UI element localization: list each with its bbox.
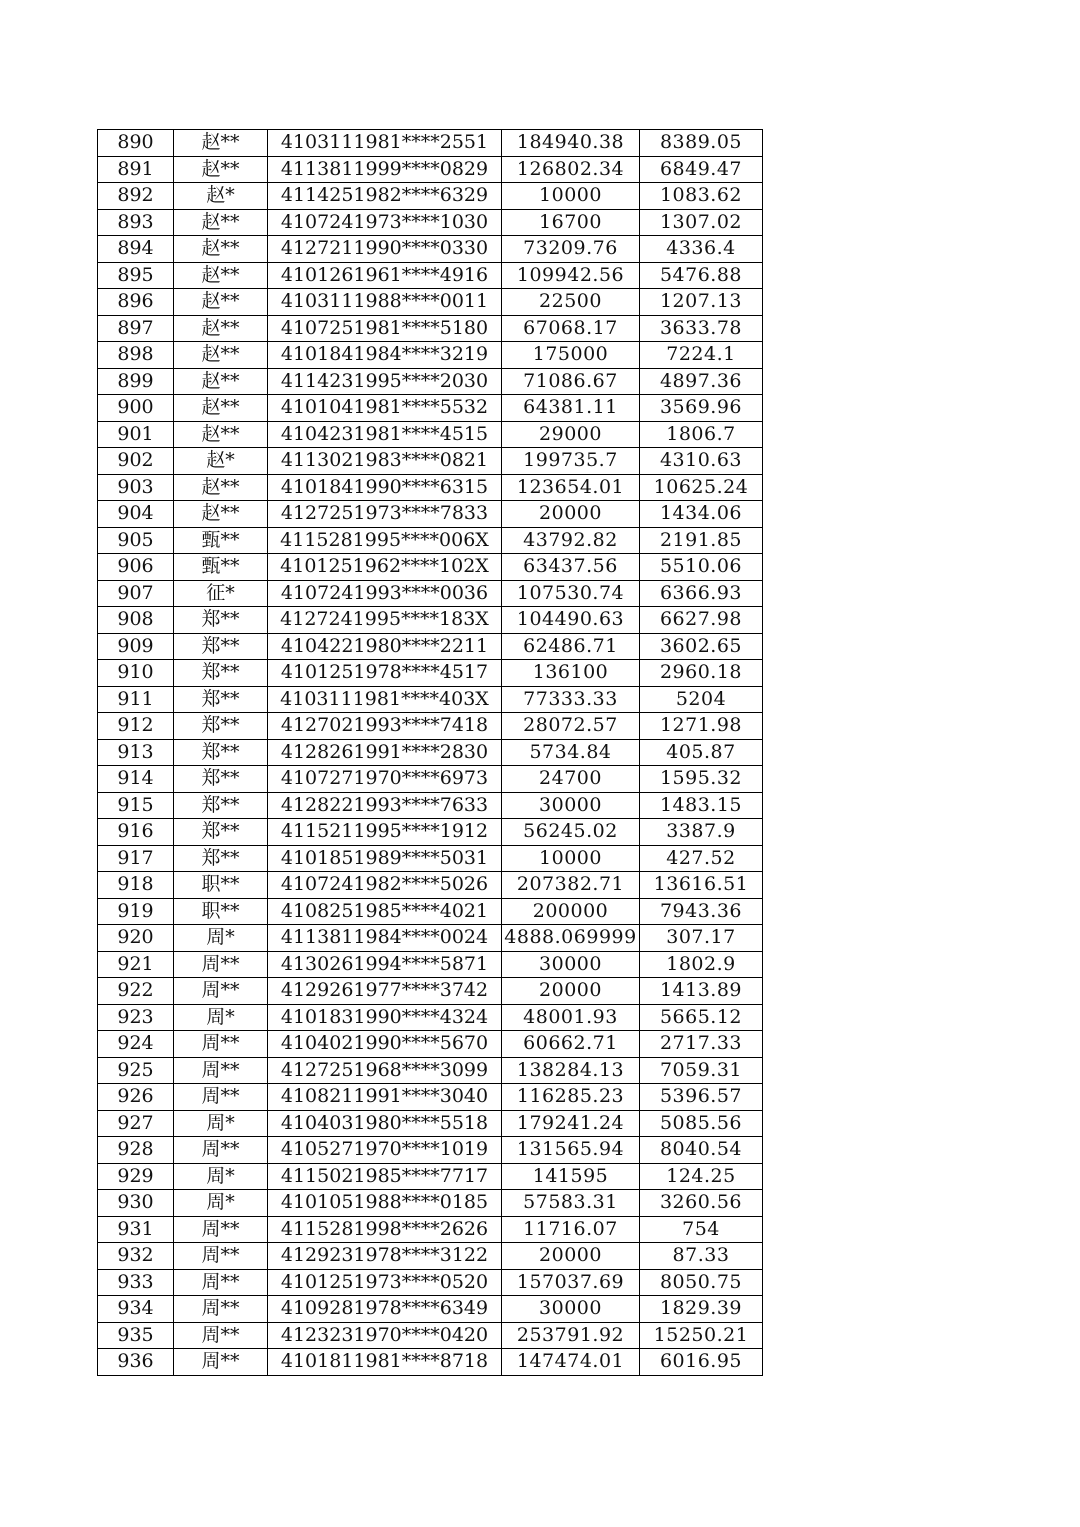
value-cell: 6849.47 <box>640 156 763 183</box>
amount-cell: 48001.93 <box>502 1004 640 1031</box>
id-number-cell: 4127021993****7418 <box>268 713 502 740</box>
amount-cell: 62486.71 <box>502 633 640 660</box>
value-cell: 5510.06 <box>640 554 763 581</box>
row-number-cell: 914 <box>98 766 174 793</box>
table-row <box>98 951 763 978</box>
row-number-cell: 936 <box>98 1349 174 1376</box>
name-cell: 征* <box>174 580 268 607</box>
amount-cell: 138284.13 <box>502 1057 640 1084</box>
id-number-cell: 4115281995****006X <box>268 527 502 554</box>
id-number-cell: 4128221993****7633 <box>268 792 502 819</box>
id-number-cell: 4101841984****3219 <box>268 342 502 369</box>
name-cell: 赵** <box>174 209 268 236</box>
amount-cell: 30000 <box>502 951 640 978</box>
name-cell: 郑** <box>174 633 268 660</box>
row-number-cell: 929 <box>98 1163 174 1190</box>
id-number-cell: 4107241973****1030 <box>268 209 502 236</box>
amount-cell: 73209.76 <box>502 236 640 263</box>
row-number-cell: 915 <box>98 792 174 819</box>
row-number-cell: 897 <box>98 315 174 342</box>
id-number-cell: 4101251973****0520 <box>268 1269 502 1296</box>
row-number-cell: 910 <box>98 660 174 687</box>
name-cell: 郑** <box>174 686 268 713</box>
table-row <box>98 607 763 634</box>
table-row <box>98 1349 763 1376</box>
value-cell: 1802.9 <box>640 951 763 978</box>
value-cell: 1829.39 <box>640 1296 763 1323</box>
name-cell: 郑** <box>174 713 268 740</box>
name-cell: 周** <box>174 1031 268 1058</box>
row-number-cell: 906 <box>98 554 174 581</box>
name-cell: 职** <box>174 872 268 899</box>
table-row <box>98 209 763 236</box>
amount-cell: 157037.69 <box>502 1269 640 1296</box>
id-number-cell: 4103111988****0011 <box>268 289 502 316</box>
row-number-cell: 901 <box>98 421 174 448</box>
amount-cell: 253791.92 <box>502 1322 640 1349</box>
value-cell: 1207.13 <box>640 289 763 316</box>
value-cell: 15250.21 <box>640 1322 763 1349</box>
row-number-cell: 909 <box>98 633 174 660</box>
row-number-cell: 924 <box>98 1031 174 1058</box>
id-number-cell: 4107271970****6973 <box>268 766 502 793</box>
value-cell: 7059.31 <box>640 1057 763 1084</box>
name-cell: 赵** <box>174 289 268 316</box>
id-number-cell: 4107241982****5026 <box>268 872 502 899</box>
row-number-cell: 899 <box>98 368 174 395</box>
name-cell: 周** <box>174 951 268 978</box>
id-number-cell: 4113811999****0829 <box>268 156 502 183</box>
row-number-cell: 917 <box>98 845 174 872</box>
id-number-cell: 4101811981****8718 <box>268 1349 502 1376</box>
row-number-cell: 908 <box>98 607 174 634</box>
name-cell: 赵** <box>174 156 268 183</box>
name-cell: 周** <box>174 1296 268 1323</box>
name-cell: 郑** <box>174 819 268 846</box>
value-cell: 124.25 <box>640 1163 763 1190</box>
value-cell: 3633.78 <box>640 315 763 342</box>
amount-cell: 16700 <box>502 209 640 236</box>
value-cell: 4310.63 <box>640 448 763 475</box>
row-number-cell: 934 <box>98 1296 174 1323</box>
row-number-cell: 921 <box>98 951 174 978</box>
table-row <box>98 819 763 846</box>
table-row <box>98 1216 763 1243</box>
value-cell: 8050.75 <box>640 1269 763 1296</box>
value-cell: 1483.15 <box>640 792 763 819</box>
value-cell: 3569.96 <box>640 395 763 422</box>
id-number-cell: 4103111981****2551 <box>268 130 502 157</box>
row-number-cell: 891 <box>98 156 174 183</box>
name-cell: 赵** <box>174 342 268 369</box>
table-row <box>98 421 763 448</box>
value-cell: 405.87 <box>640 739 763 766</box>
id-number-cell: 4108211991****3040 <box>268 1084 502 1111</box>
table-row <box>98 580 763 607</box>
table-row <box>98 130 763 157</box>
name-cell: 周** <box>174 1349 268 1376</box>
amount-cell: 109942.56 <box>502 262 640 289</box>
id-number-cell: 4115211995****1912 <box>268 819 502 846</box>
amount-cell: 30000 <box>502 792 640 819</box>
table-row <box>98 554 763 581</box>
value-cell: 1806.7 <box>640 421 763 448</box>
value-cell: 2191.85 <box>640 527 763 554</box>
table-row <box>98 395 763 422</box>
name-cell: 赵* <box>174 448 268 475</box>
amount-cell: 20000 <box>502 978 640 1005</box>
id-number-cell: 4127251968****3099 <box>268 1057 502 1084</box>
id-number-cell: 4129261977****3742 <box>268 978 502 1005</box>
name-cell: 周** <box>174 1269 268 1296</box>
id-number-cell: 4104231981****4515 <box>268 421 502 448</box>
id-number-cell: 4127251973****7833 <box>268 501 502 528</box>
value-cell: 1271.98 <box>640 713 763 740</box>
id-number-cell: 4101841990****6315 <box>268 474 502 501</box>
amount-cell: 199735.7 <box>502 448 640 475</box>
amount-cell: 147474.01 <box>502 1349 640 1376</box>
id-number-cell: 4123231970****0420 <box>268 1322 502 1349</box>
table-row <box>98 1031 763 1058</box>
row-number-cell: 893 <box>98 209 174 236</box>
value-cell: 8389.05 <box>640 130 763 157</box>
amount-cell: 28072.57 <box>502 713 640 740</box>
amount-cell: 207382.71 <box>502 872 640 899</box>
amount-cell: 131565.94 <box>502 1137 640 1164</box>
name-cell: 周* <box>174 1190 268 1217</box>
table-row <box>98 1057 763 1084</box>
id-number-cell: 4107251981****5180 <box>268 315 502 342</box>
id-number-cell: 4101261961****4916 <box>268 262 502 289</box>
value-cell: 6627.98 <box>640 607 763 634</box>
table-row <box>98 368 763 395</box>
id-number-cell: 4115281998****2626 <box>268 1216 502 1243</box>
amount-cell: 20000 <box>502 1243 640 1270</box>
value-cell: 6016.95 <box>640 1349 763 1376</box>
table-row <box>98 289 763 316</box>
name-cell: 郑** <box>174 660 268 687</box>
table-row <box>98 898 763 925</box>
table-row <box>98 474 763 501</box>
name-cell: 赵** <box>174 315 268 342</box>
name-cell: 周** <box>174 978 268 1005</box>
value-cell: 5665.12 <box>640 1004 763 1031</box>
amount-cell: 200000 <box>502 898 640 925</box>
value-cell: 1595.32 <box>640 766 763 793</box>
data-table <box>97 129 763 1376</box>
table-row <box>98 1163 763 1190</box>
name-cell: 周** <box>174 1057 268 1084</box>
amount-cell: 10000 <box>502 183 640 210</box>
row-number-cell: 907 <box>98 580 174 607</box>
value-cell: 10625.24 <box>640 474 763 501</box>
value-cell: 3260.56 <box>640 1190 763 1217</box>
row-number-cell: 895 <box>98 262 174 289</box>
name-cell: 赵** <box>174 501 268 528</box>
amount-cell: 175000 <box>502 342 640 369</box>
row-number-cell: 894 <box>98 236 174 263</box>
name-cell: 赵** <box>174 130 268 157</box>
row-number-cell: 923 <box>98 1004 174 1031</box>
value-cell: 1307.02 <box>640 209 763 236</box>
id-number-cell: 4109281978****6349 <box>268 1296 502 1323</box>
value-cell: 2717.33 <box>640 1031 763 1058</box>
row-number-cell: 912 <box>98 713 174 740</box>
row-number-cell: 902 <box>98 448 174 475</box>
name-cell: 周* <box>174 925 268 952</box>
row-number-cell: 913 <box>98 739 174 766</box>
value-cell: 7943.36 <box>640 898 763 925</box>
name-cell: 郑** <box>174 845 268 872</box>
value-cell: 5396.57 <box>640 1084 763 1111</box>
amount-cell: 77333.33 <box>502 686 640 713</box>
value-cell: 754 <box>640 1216 763 1243</box>
name-cell: 甄** <box>174 527 268 554</box>
amount-cell: 57583.31 <box>502 1190 640 1217</box>
amount-cell: 11716.07 <box>502 1216 640 1243</box>
id-number-cell: 4104221980****2211 <box>268 633 502 660</box>
row-number-cell: 896 <box>98 289 174 316</box>
table-row <box>98 315 763 342</box>
amount-cell: 56245.02 <box>502 819 640 846</box>
row-number-cell: 918 <box>98 872 174 899</box>
id-number-cell: 4114231995****2030 <box>268 368 502 395</box>
id-number-cell: 4101851989****5031 <box>268 845 502 872</box>
row-number-cell: 890 <box>98 130 174 157</box>
name-cell: 郑** <box>174 766 268 793</box>
name-cell: 周* <box>174 1163 268 1190</box>
name-cell: 周* <box>174 1004 268 1031</box>
value-cell: 1413.89 <box>640 978 763 1005</box>
table-row <box>98 739 763 766</box>
id-number-cell: 4103111981****403X <box>268 686 502 713</box>
row-number-cell: 932 <box>98 1243 174 1270</box>
id-number-cell: 4104031980****5518 <box>268 1110 502 1137</box>
name-cell: 周** <box>174 1084 268 1111</box>
value-cell: 5085.56 <box>640 1110 763 1137</box>
table-row <box>98 342 763 369</box>
name-cell: 赵** <box>174 421 268 448</box>
value-cell: 427.52 <box>640 845 763 872</box>
name-cell: 赵* <box>174 183 268 210</box>
value-cell: 3602.65 <box>640 633 763 660</box>
table-row <box>98 1296 763 1323</box>
value-cell: 1434.06 <box>640 501 763 528</box>
amount-cell: 136100 <box>502 660 640 687</box>
row-number-cell: 920 <box>98 925 174 952</box>
amount-cell: 67068.17 <box>502 315 640 342</box>
amount-cell: 24700 <box>502 766 640 793</box>
value-cell: 6366.93 <box>640 580 763 607</box>
table-row <box>98 1004 763 1031</box>
name-cell: 周** <box>174 1216 268 1243</box>
id-number-cell: 4104021990****5670 <box>268 1031 502 1058</box>
table-body <box>98 130 763 1376</box>
amount-cell: 71086.67 <box>502 368 640 395</box>
amount-cell: 20000 <box>502 501 640 528</box>
row-number-cell: 922 <box>98 978 174 1005</box>
amount-cell: 30000 <box>502 1296 640 1323</box>
amount-cell: 10000 <box>502 845 640 872</box>
id-number-cell: 4101251962****102X <box>268 554 502 581</box>
table-row <box>98 925 763 952</box>
amount-cell: 184940.38 <box>502 130 640 157</box>
amount-cell: 116285.23 <box>502 1084 640 1111</box>
value-cell: 4897.36 <box>640 368 763 395</box>
id-number-cell: 4127211990****0330 <box>268 236 502 263</box>
row-number-cell: 900 <box>98 395 174 422</box>
value-cell: 87.33 <box>640 1243 763 1270</box>
name-cell: 职** <box>174 898 268 925</box>
amount-cell: 104490.63 <box>502 607 640 634</box>
amount-cell: 141595 <box>502 1163 640 1190</box>
id-number-cell: 4114251982****6329 <box>268 183 502 210</box>
table-row <box>98 792 763 819</box>
id-number-cell: 4129231978****3122 <box>268 1243 502 1270</box>
amount-cell: 60662.71 <box>502 1031 640 1058</box>
row-number-cell: 916 <box>98 819 174 846</box>
table-row <box>98 978 763 1005</box>
amount-cell: 4888.069999 <box>502 925 640 952</box>
name-cell: 赵** <box>174 474 268 501</box>
table-row <box>98 1084 763 1111</box>
value-cell: 5476.88 <box>640 262 763 289</box>
amount-cell: 5734.84 <box>502 739 640 766</box>
table-row <box>98 448 763 475</box>
id-number-cell: 4101041981****5532 <box>268 395 502 422</box>
amount-cell: 107530.74 <box>502 580 640 607</box>
amount-cell: 63437.56 <box>502 554 640 581</box>
amount-cell: 126802.34 <box>502 156 640 183</box>
id-number-cell: 4115021985****7717 <box>268 1163 502 1190</box>
value-cell: 2960.18 <box>640 660 763 687</box>
table-row <box>98 183 763 210</box>
id-number-cell: 4101831990****4324 <box>268 1004 502 1031</box>
row-number-cell: 935 <box>98 1322 174 1349</box>
name-cell: 郑** <box>174 739 268 766</box>
table-row <box>98 660 763 687</box>
id-number-cell: 4101251978****4517 <box>268 660 502 687</box>
name-cell: 周** <box>174 1243 268 1270</box>
table-row <box>98 527 763 554</box>
table-row <box>98 236 763 263</box>
id-number-cell: 4128261991****2830 <box>268 739 502 766</box>
name-cell: 赵** <box>174 368 268 395</box>
value-cell: 4336.4 <box>640 236 763 263</box>
row-number-cell: 925 <box>98 1057 174 1084</box>
table-row <box>98 845 763 872</box>
name-cell: 周* <box>174 1110 268 1137</box>
amount-cell: 179241.24 <box>502 1110 640 1137</box>
amount-cell: 64381.11 <box>502 395 640 422</box>
name-cell: 赵** <box>174 236 268 263</box>
table-row <box>98 1269 763 1296</box>
id-number-cell: 4108251985****4021 <box>268 898 502 925</box>
value-cell: 5204 <box>640 686 763 713</box>
id-number-cell: 4127241995****183X <box>268 607 502 634</box>
amount-cell: 43792.82 <box>502 527 640 554</box>
row-number-cell: 911 <box>98 686 174 713</box>
row-number-cell: 931 <box>98 1216 174 1243</box>
id-number-cell: 4113811984****0024 <box>268 925 502 952</box>
id-number-cell: 4107241993****0036 <box>268 580 502 607</box>
table-row <box>98 1137 763 1164</box>
table-row <box>98 1190 763 1217</box>
table-row <box>98 633 763 660</box>
id-number-cell: 4105271970****1019 <box>268 1137 502 1164</box>
row-number-cell: 930 <box>98 1190 174 1217</box>
name-cell: 赵** <box>174 395 268 422</box>
table-row <box>98 156 763 183</box>
value-cell: 7224.1 <box>640 342 763 369</box>
table-row <box>98 686 763 713</box>
value-cell: 1083.62 <box>640 183 763 210</box>
row-number-cell: 933 <box>98 1269 174 1296</box>
amount-cell: 29000 <box>502 421 640 448</box>
name-cell: 郑** <box>174 792 268 819</box>
id-number-cell: 4101051988****0185 <box>268 1190 502 1217</box>
table-row <box>98 1322 763 1349</box>
id-number-cell: 4113021983****0821 <box>268 448 502 475</box>
name-cell: 周** <box>174 1322 268 1349</box>
value-cell: 8040.54 <box>640 1137 763 1164</box>
row-number-cell: 904 <box>98 501 174 528</box>
row-number-cell: 926 <box>98 1084 174 1111</box>
table-row <box>98 713 763 740</box>
row-number-cell: 892 <box>98 183 174 210</box>
name-cell: 郑** <box>174 607 268 634</box>
table-row <box>98 872 763 899</box>
amount-cell: 22500 <box>502 289 640 316</box>
value-cell: 13616.51 <box>640 872 763 899</box>
value-cell: 3387.9 <box>640 819 763 846</box>
table-row <box>98 1110 763 1137</box>
row-number-cell: 905 <box>98 527 174 554</box>
row-number-cell: 928 <box>98 1137 174 1164</box>
table-row <box>98 501 763 528</box>
table-row <box>98 262 763 289</box>
row-number-cell: 927 <box>98 1110 174 1137</box>
row-number-cell: 898 <box>98 342 174 369</box>
id-number-cell: 4130261994****5871 <box>268 951 502 978</box>
name-cell: 周** <box>174 1137 268 1164</box>
table-row <box>98 766 763 793</box>
name-cell: 甄** <box>174 554 268 581</box>
row-number-cell: 919 <box>98 898 174 925</box>
value-cell: 307.17 <box>640 925 763 952</box>
table-row <box>98 1243 763 1270</box>
amount-cell: 123654.01 <box>502 474 640 501</box>
name-cell: 赵** <box>174 262 268 289</box>
row-number-cell: 903 <box>98 474 174 501</box>
